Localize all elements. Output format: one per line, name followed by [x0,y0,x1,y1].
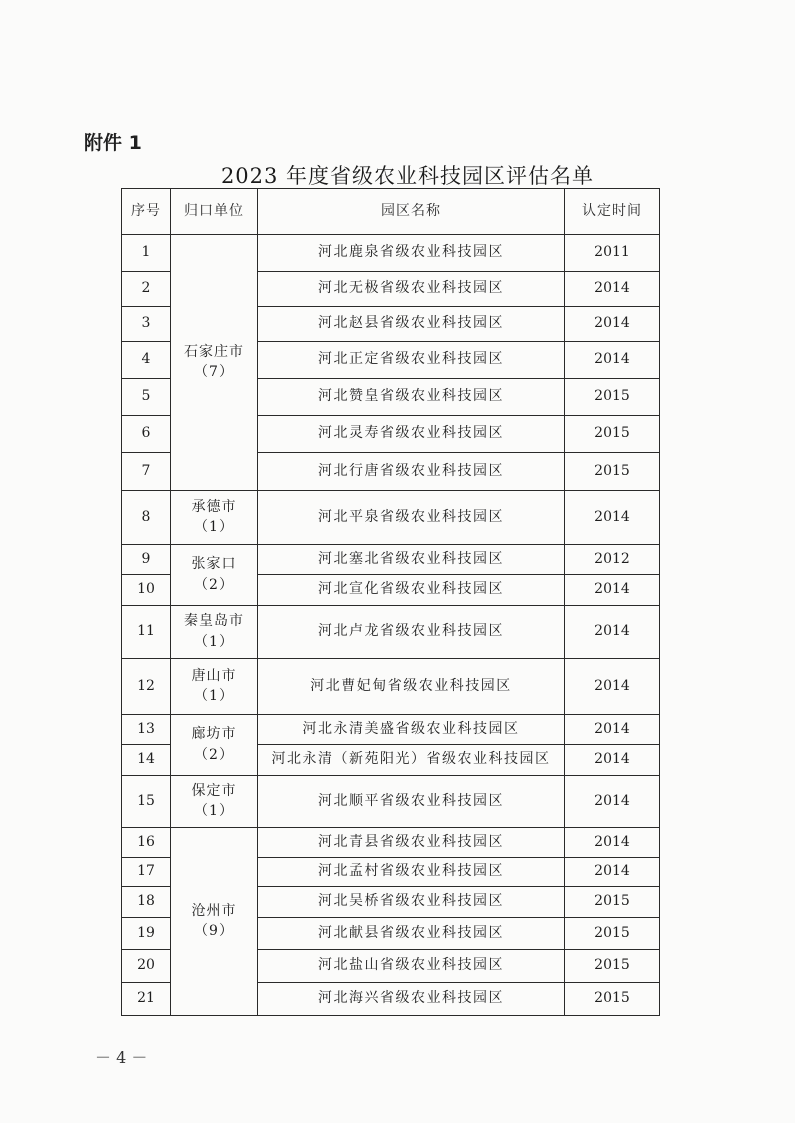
unit-name: 保定市 [191,782,237,799]
cell-year: 2015 [565,918,660,950]
cell-unit [171,491,258,545]
cell-unit [171,659,258,715]
header-unit: 归口单位 [171,189,258,235]
header-seq: 序号 [122,189,171,235]
cell-park-name: 河北孟村省级农业科技园区 [258,858,565,887]
cell-year: 2012 [565,545,660,575]
park-evaluation-table [121,188,660,1016]
cell-year: 2011 [565,235,660,272]
cell-seq: 6 [122,416,171,453]
cell-park-name: 河北永清（新苑阳光）省级农业科技园区 [258,745,565,776]
table-row [122,606,660,659]
cell-seq: 13 [122,715,171,745]
cell-seq: 12 [122,659,171,715]
table-row [122,828,660,858]
cell-seq: 10 [122,575,171,606]
page-number: － 4 － [95,1048,148,1067]
table-body [122,235,660,1016]
table-row [122,776,660,828]
cell-seq: 17 [122,858,171,887]
cell-unit [171,776,258,828]
cell-year: 2014 [565,491,660,545]
cell-seq: 2 [122,272,171,307]
cell-year: 2014 [565,745,660,776]
cell-unit [171,235,258,491]
cell-park-name: 河北顺平省级农业科技园区 [258,776,565,828]
cell-seq: 11 [122,606,171,659]
cell-seq: 21 [122,983,171,1016]
cell-year: 2015 [565,887,660,918]
table-row [122,235,660,272]
cell-seq: 5 [122,379,171,416]
cell-park-name: 河北海兴省级农业科技园区 [258,983,565,1016]
cell-unit [171,606,258,659]
cell-unit [171,715,258,776]
cell-seq: 7 [122,453,171,491]
cell-park-name: 河北曹妃甸省级农业科技园区 [258,659,565,715]
cell-park-name: 河北盐山省级农业科技园区 [258,950,565,983]
header-name: 园区名称 [258,189,565,235]
cell-park-name: 河北行唐省级农业科技园区 [258,453,565,491]
cell-year: 2014 [565,828,660,858]
unit-name: 承德市 [191,498,237,515]
unit-name: 唐山市 [191,667,237,684]
table-row [122,491,660,545]
cell-park-name: 河北卢龙省级农业科技园区 [258,606,565,659]
cell-year: 2014 [565,342,660,379]
header-year: 认定时间 [565,189,660,235]
cell-park-name: 河北吴桥省级农业科技园区 [258,887,565,918]
table-row [122,715,660,745]
unit-name: 廊坊市 [191,726,237,742]
cell-year: 2014 [565,606,660,659]
unit-name: 张家口 [191,556,237,572]
cell-park-name: 河北正定省级农业科技园区 [258,342,565,379]
unit-count: （2） [194,576,234,593]
cell-year: 2015 [565,416,660,453]
cell-park-name: 河北塞北省级农业科技园区 [258,545,565,575]
cell-seq: 14 [122,745,171,776]
cell-park-name: 河北青县省级农业科技园区 [258,828,565,858]
cell-park-name: 河北赵县省级农业科技园区 [258,307,565,342]
cell-year: 2014 [565,307,660,342]
cell-seq: 1 [122,235,171,272]
cell-seq: 20 [122,950,171,983]
cell-year: 2014 [565,272,660,307]
document-title: 2023 年度省级农业科技园区评估名单 [220,164,595,188]
unit-count: （7） [194,364,234,380]
cell-park-name: 河北宣化省级农业科技园区 [258,575,565,606]
cell-year: 2014 [565,776,660,828]
unit-count: （1） [194,633,234,650]
cell-year: 2015 [565,453,660,491]
table-row [122,659,660,715]
cell-seq: 8 [122,491,171,545]
cell-year: 2015 [565,950,660,983]
unit-count: （1） [194,803,234,819]
table-header-row [122,189,660,235]
cell-year: 2014 [565,858,660,887]
cell-seq: 19 [122,918,171,950]
table-row [122,545,660,575]
unit-count: （1） [194,688,234,704]
unit-count: （2） [194,746,234,763]
cell-year: 2014 [565,715,660,745]
cell-park-name: 河北灵寿省级农业科技园区 [258,416,565,453]
cell-seq: 4 [122,342,171,379]
cell-year: 2014 [565,659,660,715]
unit-name: 沧州市 [191,902,237,919]
cell-seq: 16 [122,828,171,858]
unit-name: 石家庄市 [184,343,244,360]
cell-year: 2015 [565,983,660,1016]
cell-park-name: 河北无极省级农业科技园区 [258,272,565,307]
cell-year: 2014 [565,575,660,606]
cell-park-name: 河北献县省级农业科技园区 [258,918,565,950]
cell-park-name: 河北鹿泉省级农业科技园区 [258,235,565,272]
cell-unit [171,828,258,1016]
attachment-label: 附件 1 [84,132,142,154]
cell-seq: 18 [122,887,171,918]
cell-park-name: 河北平泉省级农业科技园区 [258,491,565,545]
cell-seq: 3 [122,307,171,342]
unit-count: （9） [194,923,234,939]
cell-park-name: 河北赞皇省级农业科技园区 [258,379,565,416]
cell-seq: 9 [122,545,171,575]
unit-name: 秦皇岛市 [184,613,244,629]
unit-count: （1） [194,519,234,535]
cell-seq: 15 [122,776,171,828]
cell-park-name: 河北永清美盛省级农业科技园区 [258,715,565,745]
cell-year: 2015 [565,379,660,416]
cell-unit [171,545,258,606]
